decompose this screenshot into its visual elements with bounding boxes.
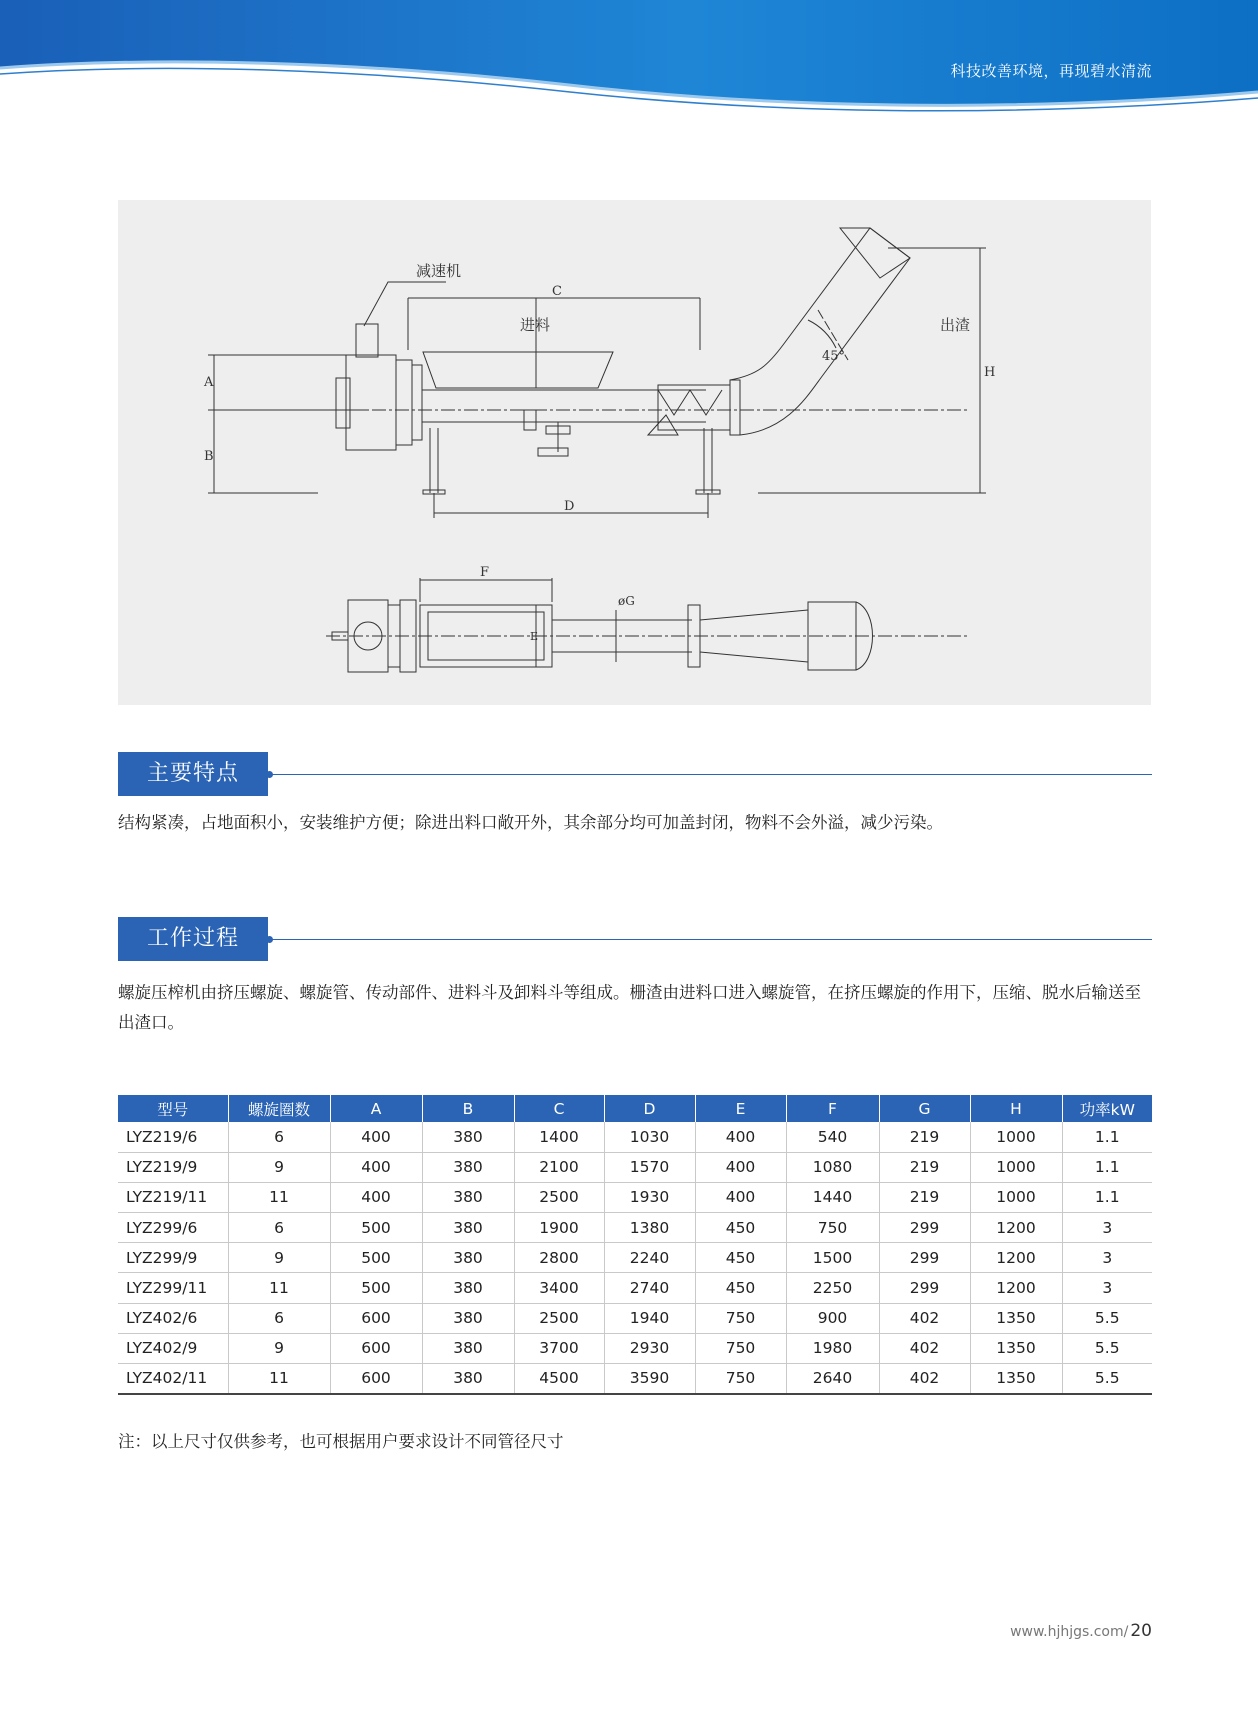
table-cell: 3 — [1062, 1273, 1152, 1303]
table-cell: 1.1 — [1062, 1152, 1152, 1182]
table-cell: 2800 — [514, 1243, 604, 1273]
table-cell: 400 — [330, 1152, 422, 1182]
table-header-cell: 型号 — [118, 1095, 228, 1122]
table-cell-model: LYZ219/9 — [118, 1152, 228, 1182]
table-body — [118, 1122, 1152, 1394]
features-rule — [268, 774, 1152, 775]
table-row — [118, 1333, 1152, 1363]
table-cell: 299 — [879, 1243, 970, 1273]
table-cell: 380 — [422, 1122, 514, 1152]
table-cell: 1030 — [604, 1122, 695, 1152]
table-cell: 3590 — [604, 1364, 695, 1394]
table-cell: 540 — [786, 1122, 879, 1152]
table-cell: 400 — [695, 1182, 786, 1212]
table-cell: 2640 — [786, 1364, 879, 1394]
label-dim-b: B — [204, 449, 214, 464]
table-cell: 1380 — [604, 1213, 695, 1243]
table-cell: 450 — [695, 1213, 786, 1243]
table-row — [118, 1122, 1152, 1152]
table-cell: 600 — [330, 1303, 422, 1333]
gearbox-shape — [346, 355, 396, 450]
label-dim-a: A — [204, 375, 214, 390]
table-cell: 380 — [422, 1243, 514, 1273]
table-header-cell: C — [514, 1095, 604, 1122]
table-cell: 400 — [695, 1152, 786, 1182]
table-cell: 402 — [879, 1303, 970, 1333]
table-cell: 450 — [695, 1243, 786, 1273]
table-row — [118, 1152, 1152, 1182]
table-header-row — [118, 1095, 1152, 1122]
table-cell: 6 — [228, 1303, 330, 1333]
table-cell: 450 — [695, 1273, 786, 1303]
table-cell: 5.5 — [1062, 1364, 1152, 1394]
motor-shape — [356, 324, 378, 357]
table-cell: 1500 — [786, 1243, 879, 1273]
table-cell: 219 — [879, 1122, 970, 1152]
outlet-chute-shape — [730, 228, 910, 435]
table-cell: 380 — [422, 1303, 514, 1333]
table-cell: 750 — [786, 1213, 879, 1243]
table-cell: 380 — [422, 1213, 514, 1243]
table-cell: 1.1 — [1062, 1122, 1152, 1152]
page-footer — [1010, 1621, 1152, 1641]
table-cell-model: LYZ219/11 — [118, 1182, 228, 1212]
table-cell: 400 — [330, 1122, 422, 1152]
footnote: 注：以上尺寸仅供参考，也可根据用户要求设计不同管径尺寸 — [118, 1432, 564, 1451]
table-cell-model: LYZ402/9 — [118, 1333, 228, 1363]
table-row — [118, 1182, 1152, 1212]
table-cell-model: LYZ402/11 — [118, 1364, 228, 1394]
label-outlet: 出渣 — [940, 316, 971, 334]
table-cell: 299 — [879, 1213, 970, 1243]
table-cell: 2740 — [604, 1273, 695, 1303]
features-title: 主要特点 — [118, 752, 268, 796]
table-cell: 1900 — [514, 1213, 604, 1243]
table-cell: 1440 — [786, 1182, 879, 1212]
table-cell-model: LYZ299/6 — [118, 1213, 228, 1243]
technical-drawing — [118, 200, 1151, 705]
table-cell: 5.5 — [1062, 1333, 1152, 1363]
table-header-cell: A — [330, 1095, 422, 1122]
table-header-cell: B — [422, 1095, 514, 1122]
table-row — [118, 1303, 1152, 1333]
label-dim-g: øG — [618, 594, 635, 608]
table-cell: 1200 — [970, 1273, 1062, 1303]
page-number: 20 — [1130, 1621, 1152, 1641]
table-cell: 9 — [228, 1152, 330, 1182]
table-header-cell: G — [879, 1095, 970, 1122]
table-cell: 1350 — [970, 1364, 1062, 1394]
table-cell: 1400 — [514, 1122, 604, 1152]
table-cell: 2240 — [604, 1243, 695, 1273]
table-row — [118, 1273, 1152, 1303]
table-cell: 1350 — [970, 1333, 1062, 1363]
header-slogan: 科技改善环境，再现碧水清流 — [950, 62, 1152, 80]
table-cell: 4500 — [514, 1364, 604, 1394]
footer-url: www.hjhjgs.com/ — [1010, 1624, 1129, 1640]
table-cell: 380 — [422, 1273, 514, 1303]
table-header-cell: H — [970, 1095, 1062, 1122]
table-cell-model: LYZ299/11 — [118, 1273, 228, 1303]
table-cell: 2100 — [514, 1152, 604, 1182]
table-cell: 600 — [330, 1364, 422, 1394]
header-band — [0, 0, 1258, 115]
table-cell-model: LYZ299/9 — [118, 1243, 228, 1273]
table-cell: 9 — [228, 1243, 330, 1273]
table-row — [118, 1213, 1152, 1243]
table-cell: 380 — [422, 1182, 514, 1212]
table-cell: 500 — [330, 1213, 422, 1243]
table-cell: 1000 — [970, 1122, 1062, 1152]
label-dim-d: D — [564, 499, 575, 514]
features-section-header — [118, 752, 1152, 796]
features-text: 结构紧凑，占地面积小，安装维护方便；除进出料口敞开外，其余部分均可加盖封闭，物料不会外溢，减少污染。 — [118, 813, 943, 832]
table-cell: 11 — [228, 1182, 330, 1212]
table-cell: 750 — [695, 1364, 786, 1394]
table-row — [118, 1364, 1152, 1394]
table-cell: 1940 — [604, 1303, 695, 1333]
table-cell: 5.5 — [1062, 1303, 1152, 1333]
table-cell: 380 — [422, 1364, 514, 1394]
table-cell: 6 — [228, 1213, 330, 1243]
table-cell: 219 — [879, 1182, 970, 1212]
label-reducer: 减速机 — [416, 262, 462, 280]
table-cell: 11 — [228, 1364, 330, 1394]
table-cell: 402 — [879, 1333, 970, 1363]
header-wave — [0, 0, 1258, 115]
spec-table — [118, 1095, 1152, 1395]
table-cell: 380 — [422, 1333, 514, 1363]
table-cell: 1.1 — [1062, 1182, 1152, 1212]
table-header-cell: 螺旋圈数 — [228, 1095, 330, 1122]
label-dim-h: H — [984, 365, 996, 380]
table-cell: 400 — [695, 1122, 786, 1152]
table-cell: 1980 — [786, 1333, 879, 1363]
diagram-panel — [118, 200, 1151, 705]
table-cell: 3 — [1062, 1213, 1152, 1243]
table-cell: 9 — [228, 1333, 330, 1363]
table-cell: 1000 — [970, 1182, 1062, 1212]
label-dim-c: C — [552, 284, 562, 299]
label-angle: 45° — [822, 349, 846, 364]
table-cell: 750 — [695, 1333, 786, 1363]
table-cell: 1200 — [970, 1213, 1062, 1243]
process-title: 工作过程 — [118, 917, 268, 961]
table-cell: 402 — [879, 1364, 970, 1394]
table-cell: 500 — [330, 1273, 422, 1303]
table-cell: 219 — [879, 1152, 970, 1182]
label-inlet: 进料 — [520, 316, 551, 334]
table-cell: 600 — [330, 1333, 422, 1363]
table-row — [118, 1243, 1152, 1273]
table-cell: 6 — [228, 1122, 330, 1152]
table-cell: 1000 — [970, 1152, 1062, 1182]
table-cell: 2250 — [786, 1273, 879, 1303]
process-section-header — [118, 917, 1152, 961]
table-cell: 1080 — [786, 1152, 879, 1182]
process-text: 螺旋压榨机由挤压螺旋、螺旋管、传动部件、进料斗及卸料斗等组成。栅渣由进料口进入螺旋管，在挤压螺旋的作用下，压缩、脱水后输送至出渣口。 — [118, 983, 1141, 1032]
table-cell: 1350 — [970, 1303, 1062, 1333]
table-header-cell: E — [695, 1095, 786, 1122]
table-cell-model: LYZ219/6 — [118, 1122, 228, 1152]
table-cell: 500 — [330, 1243, 422, 1273]
table-header-cell: D — [604, 1095, 695, 1122]
table-cell: 3400 — [514, 1273, 604, 1303]
table-cell: 2500 — [514, 1182, 604, 1212]
table-cell: 2500 — [514, 1303, 604, 1333]
table-header-cell: 功率kW — [1062, 1095, 1152, 1122]
table-cell: 3700 — [514, 1333, 604, 1363]
table-cell: 2930 — [604, 1333, 695, 1363]
table-cell: 750 — [695, 1303, 786, 1333]
label-dim-f: F — [480, 565, 490, 580]
label-dim-e: E — [530, 630, 539, 643]
inlet-hopper-shape — [423, 352, 613, 388]
table-cell: 299 — [879, 1273, 970, 1303]
table-cell: 1930 — [604, 1182, 695, 1212]
table-cell: 900 — [786, 1303, 879, 1333]
table-cell: 400 — [330, 1182, 422, 1212]
table-cell: 1200 — [970, 1243, 1062, 1273]
table-cell: 380 — [422, 1152, 514, 1182]
table-cell: 3 — [1062, 1243, 1152, 1273]
table-cell: 1570 — [604, 1152, 695, 1182]
table-header-cell: F — [786, 1095, 879, 1122]
table-cell: 11 — [228, 1273, 330, 1303]
process-rule — [268, 939, 1152, 940]
table-cell-model: LYZ402/6 — [118, 1303, 228, 1333]
